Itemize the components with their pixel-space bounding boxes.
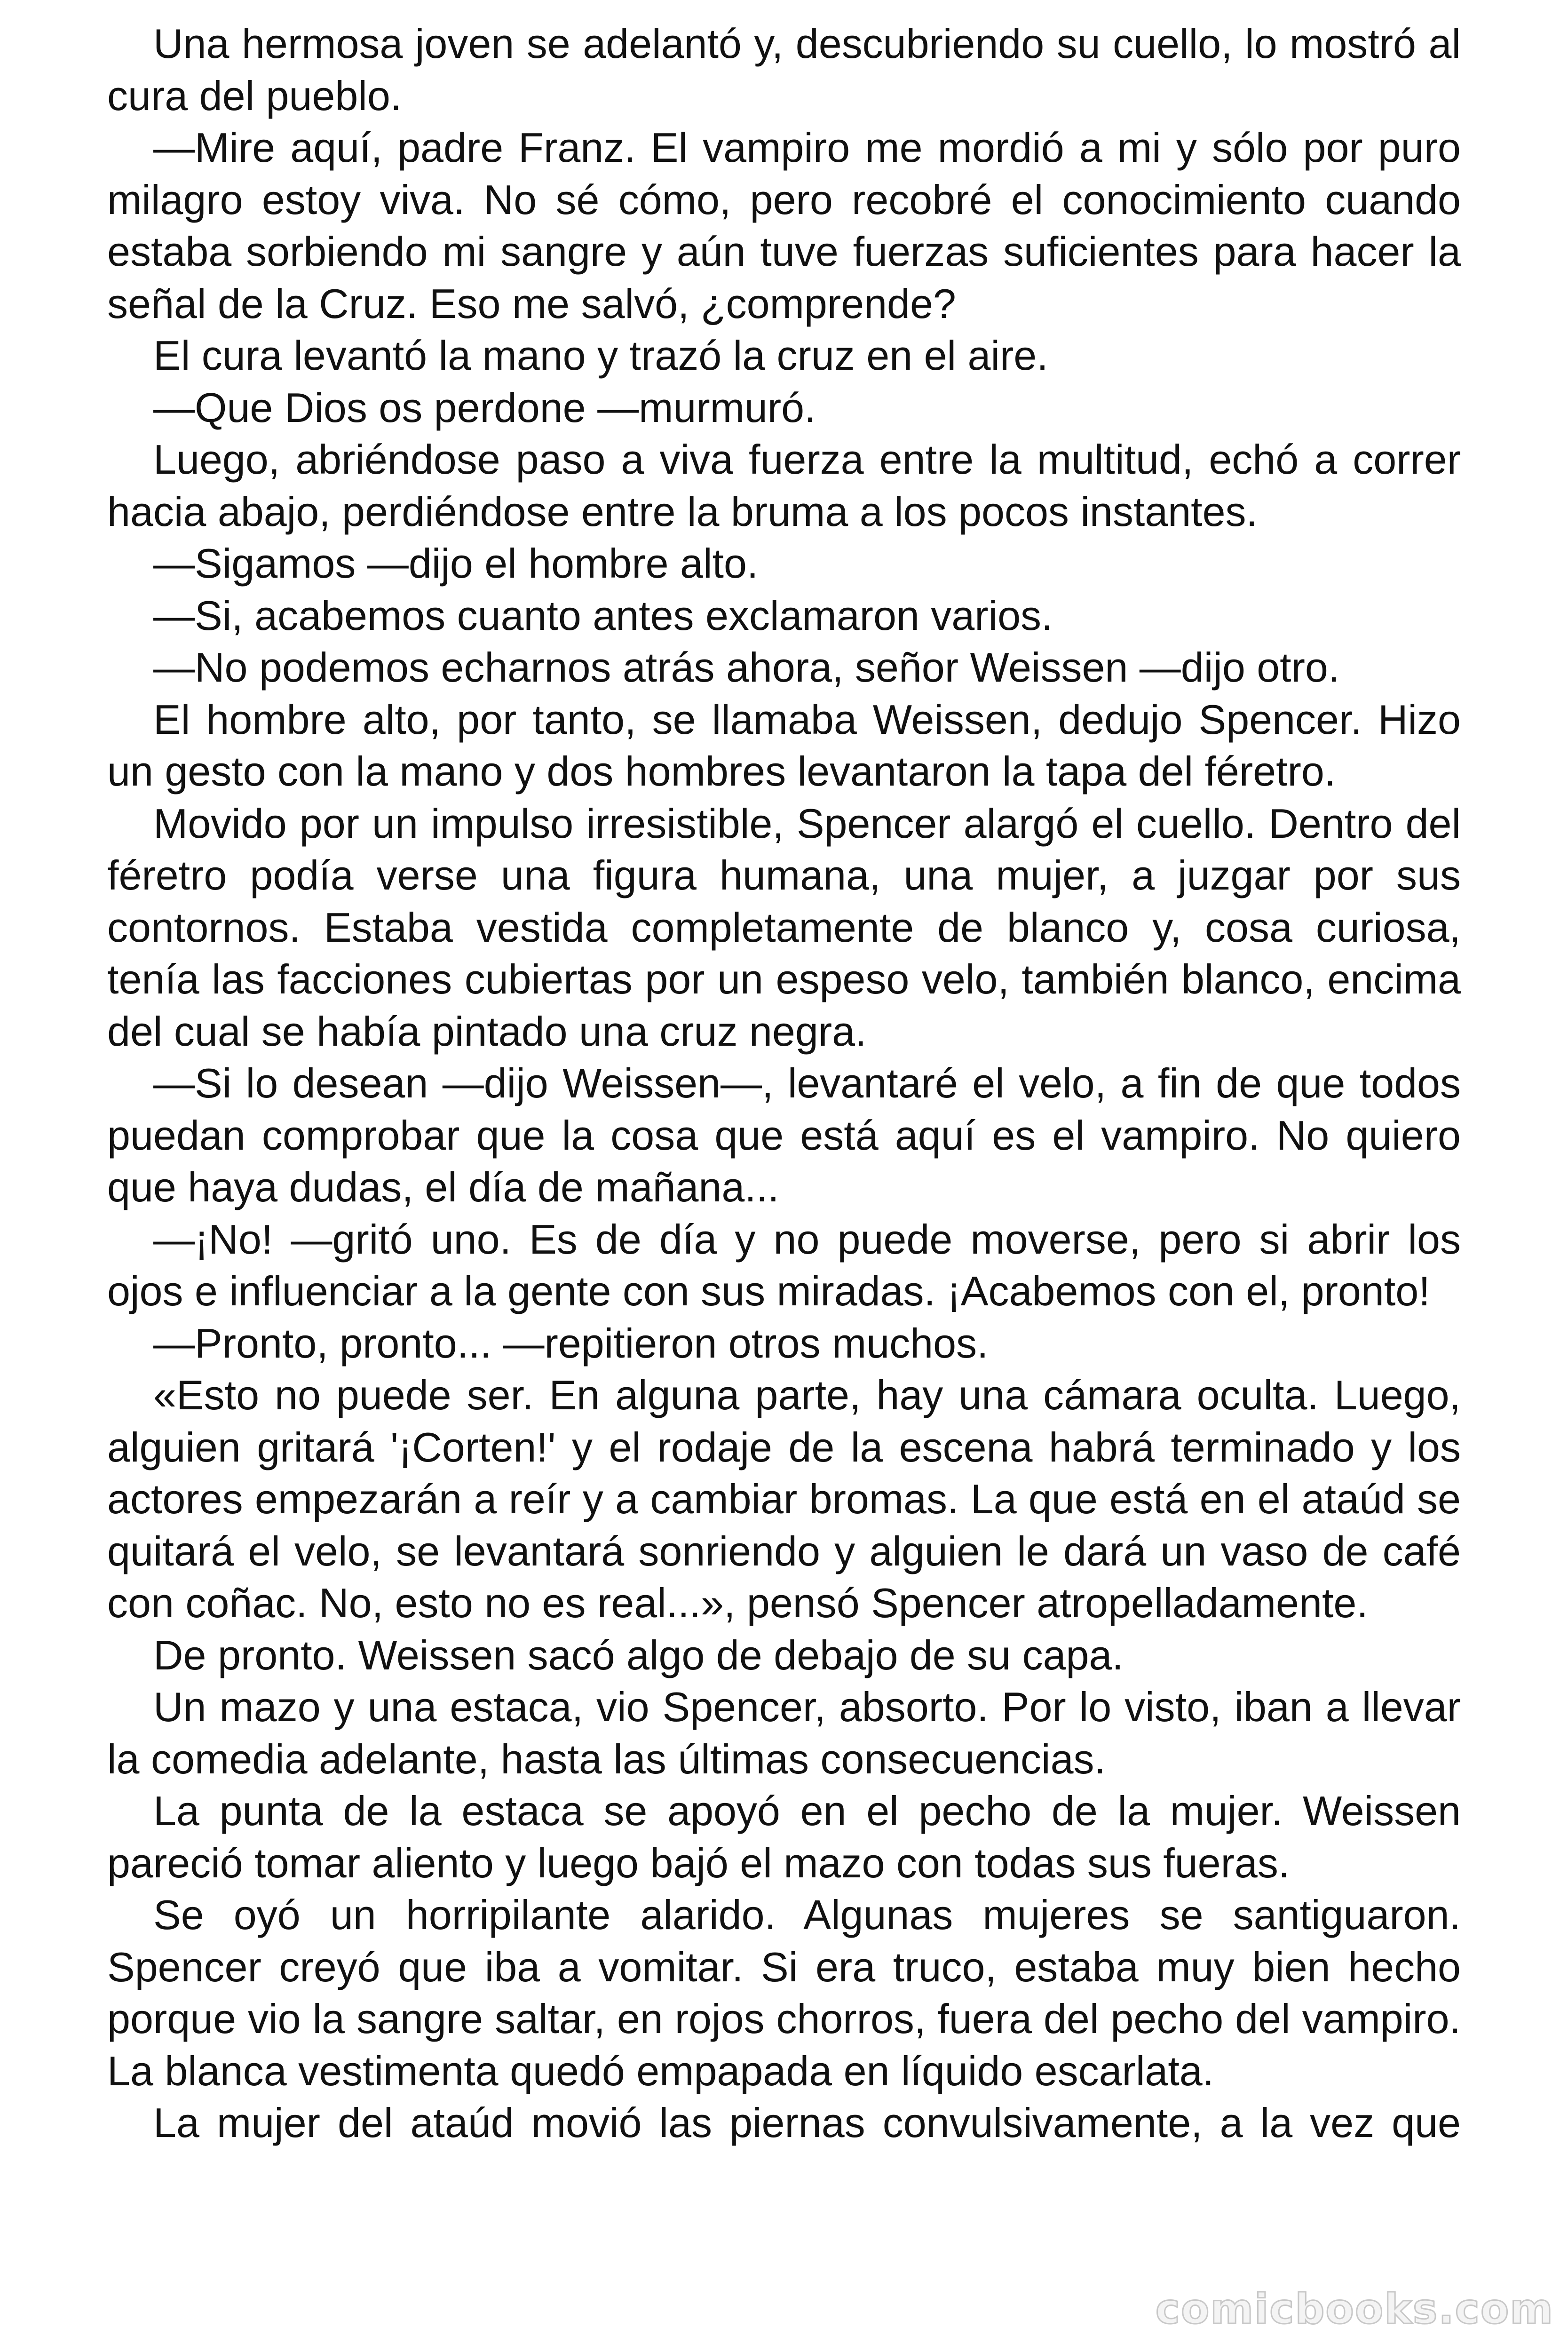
paragraph: —Sigamos —dijo el hombre alto. (153, 540, 759, 587)
paragraph: De pronto. Weissen sacó algo de debajo de su capa. (153, 1631, 1124, 1678)
paragraph: Movido por un impulso irresistible, Spencer alargó el cuello. Dentro del féretro podía verse una figura humana, una mujer, a juzgar por sus contornos. Estaba vestida completamente de blanco y, cosa curiosa, tenía las facciones cubiertas por un espeso velo, también blanco, encima del cual se había pintado una cruz negra. (107, 800, 1461, 1055)
paragraph: La punta de la estaca se apoyó en el pecho de la mujer. Weissen pareció tomar aliento y luego bajó el mazo con todas sus fueras. (107, 1788, 1461, 1886)
paragraph: Un mazo y una estaca, vio Spencer, absorto. Por lo visto, iban a llevar la comedia adelante, hasta las últimas consecuencias. (107, 1684, 1461, 1782)
paragraph: —Mire aquí, padre Franz. El vampiro me mordió a mi y sólo por puro milagro estoy viva. No sé cómo, pero recobré el conocimiento cuando estaba sorbiendo mi sangre y aún tuve fuerzas suficientes para hacer la señal de la Cruz. Eso me salvó, ¿comprende? (107, 124, 1461, 327)
paragraph: El cura levantó la mano y trazó la cruz en el aire. (153, 332, 1048, 379)
paragraph: Se oyó un horripilante alarido. Algunas mujeres se santiguaron. Spencer creyó que iba a vomitar. Si era truco, estaba muy bien hecho porque vio la sangre saltar, en rojos chorros, fuera del pecho del vampiro. La blanca vestimenta quedó empapada en líquido escarlata. (107, 1891, 1461, 2094)
paragraph: —Si lo desean —dijo Weissen—, levantaré el velo, a fin de que todos puedan comprobar que la cosa que está aquí es el vampiro. No quiero que haya dudas, el día de mañana... (107, 1060, 1461, 1210)
book-page-text (107, 18, 1461, 2149)
paragraph: —Que Dios os perdone —murmuró. (153, 384, 816, 431)
paragraph: —Si, acabemos cuanto antes exclamaron varios. (153, 592, 1053, 639)
paragraph: —Pronto, pronto... —repitieron otros muchos. (153, 1319, 989, 1367)
paragraph: —¡No! —gritó uno. Es de día y no puede moverse, pero si abrir los ojos e influenciar a la gente con sus miradas. ¡Acabemos con el, pronto! (107, 1216, 1461, 1314)
paragraph: Luego, abriéndose paso a viva fuerza entre la multitud, echó a correr hacia abajo, perdiéndose entre la bruma a los pocos instantes. (107, 436, 1461, 535)
paragraph: Una hermosa joven se adelantó y, descubriendo su cuello, lo mostró al cura del pueblo. (107, 20, 1461, 119)
paragraph: —No podemos echarnos atrás ahora, señor Weissen —dijo otro. (153, 644, 1340, 691)
paragraph: El hombre alto, por tanto, se llamaba Weissen, dedujo Spencer. Hizo un gesto con la mano y dos hombres levantaron la tapa del féretro. (107, 696, 1461, 795)
paragraph: «Esto no puede ser. En alguna parte, hay una cámara oculta. Luego, alguien gritará '¡Corten!' y el rodaje de la escena habrá terminado y los actores empezarán a reír y a cambiar bromas. La que está en el ataúd se quitará el velo, se levantará sonriendo y alguien le dará un vaso de café con coñac. No, esto no es real...», pensó Spencer atropelladamente. (107, 1372, 1461, 1626)
watermark: comicbooks.com (1155, 2285, 1554, 2333)
paragraph-continued: La mujer del ataúd movió las piernas convulsivamente, a la vez que (153, 2099, 1461, 2146)
